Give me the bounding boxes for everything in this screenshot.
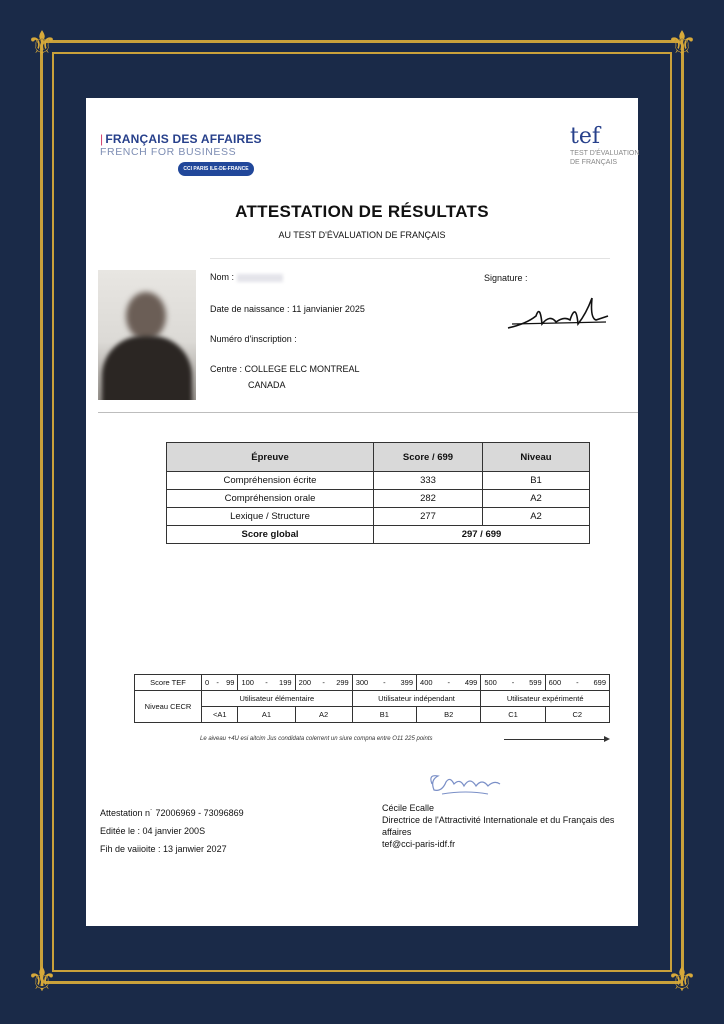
fleur-de-lis-icon: ⚜: [26, 960, 58, 1000]
tef-sub2: DE FRANÇAIS: [570, 159, 618, 166]
level-cell: B2: [417, 707, 481, 723]
level-cell: <A1: [202, 707, 238, 723]
group-label: Utilisateur élémentaire: [202, 691, 353, 707]
arrow-right-icon: [504, 739, 608, 740]
centre-field: Centre : COLLEGE ELC MONTREAL: [210, 364, 360, 374]
candidate-photo: [98, 270, 196, 400]
fleur-de-lis-icon: ⚜: [666, 24, 698, 64]
dob-field: Date de naissance : 11 janvianier 2025: [210, 304, 365, 314]
tef-wordmark: tef: [570, 124, 601, 149]
signer-email: tef@cci-paris-idf.fr: [382, 839, 456, 849]
name-field: Nom :: [210, 272, 283, 282]
inscription-field: Numéro d'inscription :: [210, 334, 297, 344]
redacted-name: [237, 274, 283, 282]
level-cell: C1: [481, 707, 545, 723]
logo-line2: FRENCH FOR BUSINESS: [100, 146, 237, 158]
signer-name: Cécile Ecalle: [382, 803, 435, 813]
certificate-document: [86, 98, 638, 926]
fleur-de-lis-icon: ⚜: [666, 960, 698, 1000]
document-subtitle: AU TEST D'ÉVALUATION DE FRANÇAIS: [278, 230, 446, 240]
divider: [98, 412, 638, 413]
group-label: Utilisateur indépendant: [352, 691, 481, 707]
level-cell: A1: [238, 707, 295, 723]
signer-role: Directrice de l'Attractivité Internationale et du Français des affaires: [382, 815, 615, 837]
candidate-signature: [506, 294, 610, 338]
score-tef-label: Score TEF: [135, 675, 202, 691]
col-header: Niveau: [483, 443, 590, 472]
document-title: ATTESTATION DE RÉSULTATS: [235, 202, 489, 221]
fleur-de-lis-icon: ⚜: [26, 24, 58, 64]
level-cell: B1: [352, 707, 416, 723]
tef-sub1: TEST D'ÉVALUATION: [570, 150, 640, 157]
scale-note: Le aiveau +4U esi aitcim Jus condidata colerrent un siure compna entre O11 225 points: [200, 736, 433, 742]
edition-date: Editée le : 04 janvier 200S: [100, 826, 206, 836]
niveau-cecr-label: Niveau CECR: [135, 691, 202, 723]
signature-label: Signature :: [484, 273, 528, 283]
group-label: Utilisateur expérimenté: [481, 691, 610, 707]
col-header: Épreuve: [167, 443, 374, 472]
results-table: [166, 442, 590, 544]
level-cell: A2: [295, 707, 352, 723]
validity-date: Fih de vaiioite : 13 janwier 2027: [100, 844, 227, 854]
divider: [210, 258, 610, 259]
centre-country: CANADA: [248, 380, 286, 390]
table-row: Lexique / Structure 277 A2: [167, 508, 590, 526]
french-for-business-logo: | FRANÇAIS DES AFFAIRES FRENCH FOR BUSINESS CCI PARIS ILE-DE-FRANCE EDUCATION: [100, 132, 262, 186]
table-row: Compréhension orale 282 A2: [167, 490, 590, 508]
logo-line1: FRANÇAIS DES AFFAIRES: [105, 132, 262, 146]
cecr-scale-table: Score TEF 0 - 99 100 - 199 200 - 299 300 - 399 400 - 499 500 - 599 600 - 699 Niveau CECR Utilisateur élémentaire Utilisateur indépendant Utilisateur expérimenté <A1 A1 A2 B1 B2 C1 C2: [134, 674, 610, 723]
tef-logo: [570, 124, 640, 167]
col-header: Score / 699: [374, 443, 483, 472]
director-signature: [426, 770, 506, 798]
signer-block: [382, 802, 638, 850]
table-row: Compréhension écrite 333 B1: [167, 472, 590, 490]
level-cell: C2: [545, 707, 609, 723]
cci-badge: CCI PARIS ILE-DE-FRANCE EDUCATION: [178, 162, 254, 176]
attestation-number: Attestation n˙ 72006969 - 73096869: [100, 808, 244, 818]
total-row: Score global 297 / 699: [167, 526, 590, 544]
